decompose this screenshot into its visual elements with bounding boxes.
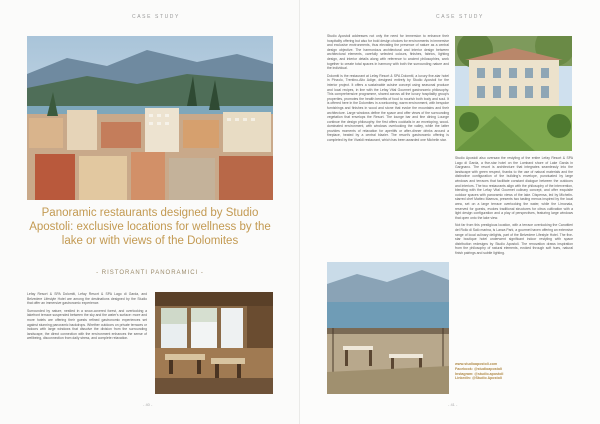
page-number: - 40 - [143,402,153,407]
restaurant-interior-photo [155,292,273,394]
subhead: - RISTORANTI PANORAMICI - [96,270,204,276]
page-header: CASE STUDY [436,14,484,20]
facebook-link[interactable]: Facebook: @studioapostoli [455,366,503,371]
website-link[interactable]: www.studioapostoli.com [455,362,498,366]
body-paragraph: Surrounded by nature, nestled in a snow-covered forest, and overlooking a lakefront terrace suspended between the sky and the water's surface: more and more hotels are offering their guests refined gastronomic experiences set against stunning panoramic backdrops. Whether outdoors on private terraces or indoors with large windows that dissolve the division from the surrounding landscape, the direct connection with the environment enhances the sense of wellbeing, disconnection from daily stress, and complete relaxation. [27,308,147,341]
middle-paragraph-2: Dolomiti is the restaurant at Lefay Resort & SPA Dolomiti, a luxury five-star hotel in Pinzolo, Trentino-Alto Adige, designed entirely by Studio Apostoli for the interior project. It offers a sustainable cuisine concept using seasonal produce and local recipes, in line with the Lefay Vital Gourmet gastronomic philosophy. This comprehensive programme, shared across all the luxury hospitality group's properties, promotes the health benefits of food to nourish both body and soul. It is offered here in the Dolomites in a welcoming, warm environment, with bespoke furnishings and finishes in wood and stone that evoke the mountains and their architecture. Large windows define the space and offer views of the surrounding vegetation that envelops the Resort. The lounge bar and fine dining Lounge continue the design philosophy: the first offers cocktails in an enveloping, wood-dominated environment, with windows overlooking the valley, while the latter provides moments of relaxation for aperitifs or after-dinner drinks around a fireplace, heated by a central blazier. The resort's gastronomic offering is completed by the Vivaldi restaurant, which has been awarded one Michelin star. [327,73,449,143]
contact-links [455,362,565,381]
page-header: CASE STUDY [132,14,180,20]
page-number: - 41 - [448,402,458,407]
instagram-link[interactable]: Instagram: @studio.apostoli [455,371,504,376]
linkedin-link[interactable]: LinkedIn: @Studio Apostoli [455,376,502,381]
intro-paragraph: Lefay Resort & SPA Dolomiti, Lefay Resort & SPA Lago di Garda, and Belvedere Lifestyle Hotel are among the destinations designed by the Studio that offer an immersive gastronomic experience. [27,292,147,306]
lake-town-photo [27,36,273,200]
right-paragraph-2: Not far from this prestigious location, with a terrace overlooking the Canottieri del Rollo di Salò marina, is Lanza Park, a gourmet haven offering an extensive range of local culinary delights, part of the Belvedere Lifestyle Hotel. The five-star boutique hotel underwent significant indoor restyling with space distribution redesigns by Studio Apostoli. The renovation draws inspiration from the philosophy of natural elements, evoked through soft hues, natural finish pairings and subtle lighting. [455,223,573,255]
lake-terrace-photo [327,262,449,394]
headline: Panoramic restaurants designed by Studio Apostoli: exclusive locations for wellness by the lake or with views of the Dolomites [29,207,271,247]
right-paragraph-1: Studio Apostoli also oversaw the restyling of the entire Lefay Resort & SPA Lago di Garda, a five-star hotel on the Lombard shore of Lake Garda in Gargnano. The resort is architecture that integrates seamlessly into the landscape with green respect, thanks to the use of natural materials and the distinctive configuration of the building's envelope, punctuated by large windows and terraces that facilitate constant dialogue between the outdoors and interiors. The two restaurants align with the philosophy of the intervention, blending with the Lefay Vital Gourmet culinary concept, and offer exquisite outdoor spaces with panoramic views of the lake. Dispensa, led by Michelin-starred chef Matteo Maenza, presents two tasting menus inspired by the local area, set on a large terrace overlooking the water, while the Limonaia, reserved for guests, evokes traditional structures for citrus cultivation with a light design configuration and a play of perspectives, featuring large windows that open onto the lake view. [455,156,573,220]
middle-text-column [327,34,449,146]
villa-garden-photo [455,36,572,151]
right-text-column [455,156,573,258]
left-text-column [27,292,147,344]
middle-paragraph-1: Studio Apostoli addresses not only the need for immersion to enhance their hospitality offering but also for bold design choices for environments in immersive and exclusive environments, thus elevating the presence of nature as a central design objective. The harmonious architectural and interior design between architectural elements, carefully selected colours, finishes, fabrics, lighting design, and interior details along with reference to ancient philosophies, work together to create total spaces in harmony with both the surrounding nature and the individual. [327,34,449,71]
